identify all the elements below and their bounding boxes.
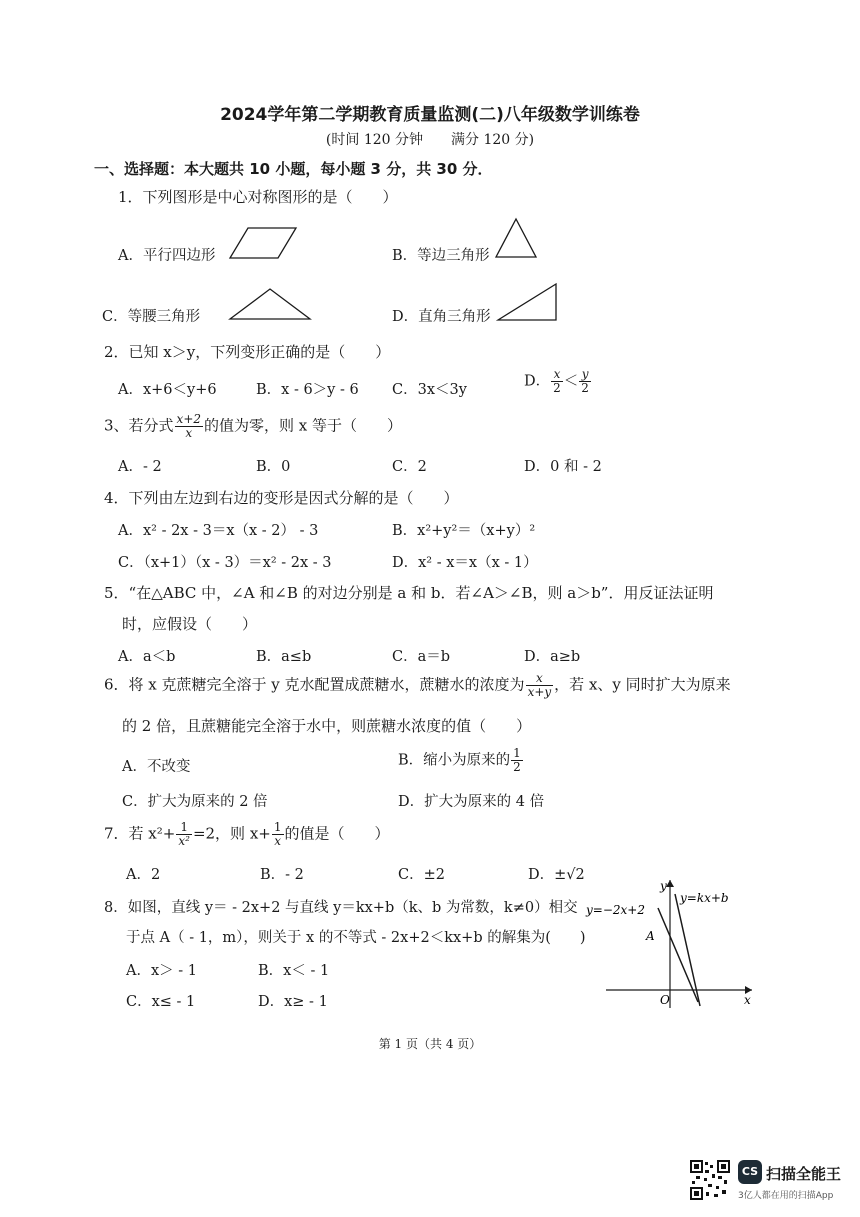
q1-option-c: C．等腰三角形 xyxy=(102,309,201,325)
line-y-eq-neg2x-plus-2 xyxy=(658,908,698,1002)
q7-frac1-den: x² xyxy=(178,834,190,848)
q7-stem-b: =2，则 x+ xyxy=(192,824,271,843)
q4-option-b: B．x²+y²＝（x+y）² xyxy=(392,523,536,539)
q7-frac2-num: 1 xyxy=(273,820,282,834)
q5-option-d: D．a≥b xyxy=(524,649,581,665)
q1-option-d: D．直角三角形 xyxy=(392,309,491,325)
q6-fraction xyxy=(526,672,554,699)
q6-frac-den: x+y xyxy=(527,685,552,699)
q6-stem-start: 6．将 x 克蔗糖完全溶于 y 克水配置成蔗糖水，蔗糖水的浓度为 xyxy=(104,675,525,694)
q6-stem-end: ，若 x、y 同时扩大为原来 xyxy=(554,675,731,694)
line2-label: y=kx+b xyxy=(680,891,729,905)
page-subtitle: (时间 120 分钟 满分 120 分) xyxy=(325,132,535,148)
q6-option-d: D．扩大为原来的 4 倍 xyxy=(398,794,545,810)
q3-option-a: A．- 2 xyxy=(118,459,162,475)
q3-stem-start: 3、若分式 xyxy=(104,416,174,435)
q3-stem-end: 的值为零，则 x 等于（ ） xyxy=(204,416,403,435)
q7-frac2-den: x xyxy=(274,834,282,848)
q7-frac1-num: 1 xyxy=(176,821,192,835)
q6-opt-b-num: 1 xyxy=(513,746,521,760)
q2-option-a: A．x+6＜y+6 xyxy=(118,382,217,398)
q2-option-b: B．x - 6＞y - 6 xyxy=(256,382,359,398)
scanner-app-tagline: 3亿人都在用的扫描App xyxy=(738,1191,834,1201)
q8-stem-line1: 8．如图，直线 y＝ - 2x+2 与直线 y＝kx+b（k、b 为常数，k≠0）相交 xyxy=(104,900,578,916)
q3-frac-num: x+2 xyxy=(176,412,202,426)
right-triangle-shape xyxy=(496,282,558,322)
q1-stem: 1．下列图形是中心对称图形的是（ ） xyxy=(118,188,398,206)
section-heading: 一、选择题：本大题共 10 小题，每小题 3 分，共 30 分． xyxy=(94,160,493,178)
q1-option-a: A．平行四边形 xyxy=(118,248,216,264)
q7-fraction-2 xyxy=(272,821,284,848)
q7-option-b: B．- 2 xyxy=(260,867,304,883)
y-axis-label: y xyxy=(660,879,667,893)
q8-option-c: C．x≤ - 1 xyxy=(126,994,196,1010)
fraction-y-over-2: $\frac{y}{2}$ xyxy=(581,367,589,395)
parallelogram-shape xyxy=(228,226,298,260)
q7-fraction-1 xyxy=(176,821,192,848)
q6-option-b-text: B．缩小为原来的 xyxy=(398,752,511,769)
less-than-sign: ＜ xyxy=(563,373,579,390)
q4-option-a: A．x² - 2x - 3＝x（x - 2） - 3 xyxy=(118,523,319,539)
equilateral-triangle-shape xyxy=(494,216,538,260)
q5-option-c: C．a＝b xyxy=(392,649,451,665)
q8-option-b: B．x＜ - 1 xyxy=(258,963,330,979)
q3-stem xyxy=(104,413,402,440)
y-axis-arrow xyxy=(666,880,674,887)
q7-stem xyxy=(104,821,390,848)
q3-option-b: B．0 xyxy=(256,459,291,475)
q7-option-a: A．2 xyxy=(126,867,161,883)
q2-stem: 2．已知 x＞y，下列变形正确的是（ ） xyxy=(104,343,391,361)
q5-option-a: A．a＜b xyxy=(118,649,176,665)
line1-label: y=−2x+2 xyxy=(586,903,645,917)
line-y-eq-kx-plus-b xyxy=(675,894,700,1006)
x-axis-label: x xyxy=(744,993,751,1007)
q6-option-b-fraction xyxy=(511,747,523,774)
page-footer: 第 1 页（共 4 页） xyxy=(378,1037,482,1051)
q6-frac-num: x xyxy=(526,672,554,686)
q6-stem-line1 xyxy=(104,672,731,699)
q3-fraction xyxy=(175,413,203,440)
q7-stem-a: 7．若 x²+ xyxy=(104,824,176,843)
page-title: 2024学年第二学期教育质量监测(二)八年级数学训练卷 xyxy=(220,105,640,125)
q8-stem-line2: 于点 A（ - 1，m），则关于 x 的不等式 - 2x+2＜kx+b 的解集为( ) xyxy=(126,930,586,946)
q6-opt-b-den: 2 xyxy=(513,760,521,774)
q8-graph xyxy=(580,872,760,1012)
q3-option-c: C．2 xyxy=(392,459,427,475)
q8-option-d: D．x≥ - 1 xyxy=(258,994,328,1010)
q4-stem: 4．下列由左边到右边的变形是因式分解的是（ ） xyxy=(104,489,459,507)
q2-option-d xyxy=(524,368,592,395)
q7-option-d: D．±√2 xyxy=(528,867,585,883)
q3-option-d: D．0 和 - 2 xyxy=(524,459,602,475)
q4-option-c: C．（x+1）（x - 3）＝x² - 2x - 3 xyxy=(118,555,332,571)
q6-option-a: A．不改变 xyxy=(122,759,191,775)
scanner-app-name: 扫描全能王 xyxy=(766,1165,842,1183)
point-a-label: A xyxy=(646,929,655,943)
fraction-x-over-2: $\frac{x}{2}$ xyxy=(553,367,561,395)
q5-stem-line2: 时，应假设（ ） xyxy=(122,615,258,633)
q6-stem-line2: 的 2 倍，且蔗糖能完全溶于水中，则蔗糖水浓度的值（ ） xyxy=(122,717,532,735)
q5-stem-line1: 5．“在△ABC 中，∠A 和∠B 的对边分别是 a 和 b．若∠A＞∠B，则 a＞b”．用反证法证明 xyxy=(104,584,714,602)
q7-stem-c: 的值是（ ） xyxy=(284,824,390,843)
q6-option-b xyxy=(398,747,524,774)
q3-frac-den: x xyxy=(185,426,193,440)
q7-option-c: C．±2 xyxy=(398,867,445,883)
q2-option-d-label: D． xyxy=(524,373,551,390)
q4-option-d: D．x² - x＝x（x - 1） xyxy=(392,555,538,571)
qr-code-icon xyxy=(690,1160,730,1200)
q6-option-c: C．扩大为原来的 2 倍 xyxy=(122,794,268,810)
isosceles-triangle-shape xyxy=(228,286,312,322)
q2-option-c: C．3x＜3y xyxy=(392,382,467,398)
q5-option-b: B．a≤b xyxy=(256,649,312,665)
cs-logo-icon: CS xyxy=(738,1160,762,1184)
q1-option-b: B．等边三角形 xyxy=(392,248,490,264)
origin-label: O xyxy=(660,993,670,1007)
q8-option-a: A．x＞ - 1 xyxy=(126,963,197,979)
